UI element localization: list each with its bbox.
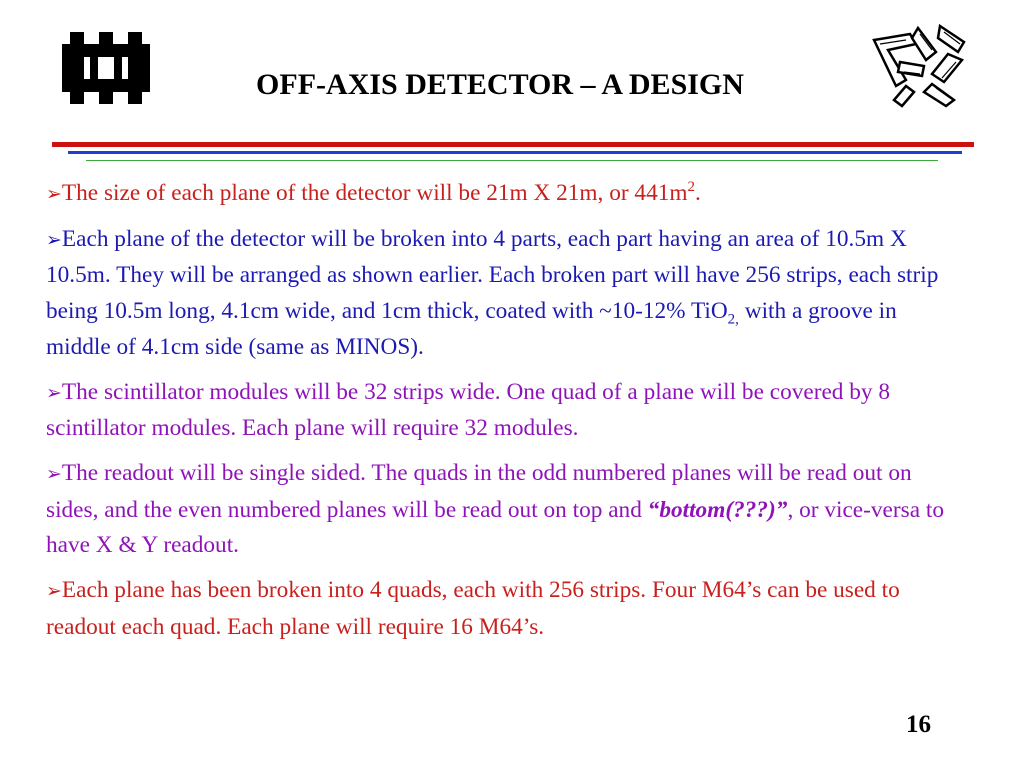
bullet-text-cont: with a groove in middle of 4.1cm side (same as MINOS). xyxy=(46,298,897,360)
bullet-plane-size xyxy=(46,176,958,213)
bullet-text: Each plane of the detector will be broken into 4 parts, each part having an area of 10.5m X 10.5m. They will be arranged as shown earlier. Each broken part will have 256 strips, each strip being 10.5m long, 4.1cm wide, and 1cm thick, coated with ~10-12% TiO xyxy=(46,225,939,325)
bullet-scintillator-modules xyxy=(46,375,958,447)
institution-logo-icon xyxy=(866,22,970,110)
bullet-text: The scintillator modules will be 32 strips wide. One quad of a plane will be covered by 8 scintillator modules. Each plane will require 32 modules. xyxy=(46,378,891,442)
bullet-readout xyxy=(46,456,958,564)
title-divider-red xyxy=(52,142,974,147)
slide-title: OFF-AXIS DETECTOR – A DESIGN xyxy=(256,68,744,101)
page-number: 16 xyxy=(906,711,931,738)
title-divider-blue xyxy=(68,151,962,154)
arrow-bullet-icon: ➢ xyxy=(46,462,62,485)
bullet-plane-parts xyxy=(46,222,958,366)
title-divider-green xyxy=(86,160,938,161)
bullet-text: The size of each plane of the detector will be 21m X 21m, or 441m xyxy=(61,180,688,206)
bullet-text-end: . xyxy=(695,180,701,206)
arrow-bullet-icon: ➢ xyxy=(46,580,62,603)
slide-body xyxy=(46,176,958,654)
superscript: 2 xyxy=(687,179,696,196)
arrow-bullet-icon: ➢ xyxy=(46,183,62,205)
subscript: 2, xyxy=(727,311,739,328)
bullet-text-cont: , or vice-versa to have X & Y readout. xyxy=(46,496,944,559)
bullet-quads xyxy=(46,573,958,645)
arrow-bullet-icon: ➢ xyxy=(46,228,62,251)
arrow-bullet-icon: ➢ xyxy=(46,381,62,404)
bullet-text: Each plane has been broken into 4 quads, each with 256 strips. Four M64’s can be used to readout each quad. Each plane will require 16 M64’s. xyxy=(46,577,900,640)
emphasis-text: “bottom(???)” xyxy=(647,496,788,523)
bullet-text: The readout will be single sided. The quads in the odd numbered planes will be read out on sides, and the even numbered planes will be read out on top and xyxy=(46,459,912,523)
fermilab-logo-icon xyxy=(60,26,152,110)
